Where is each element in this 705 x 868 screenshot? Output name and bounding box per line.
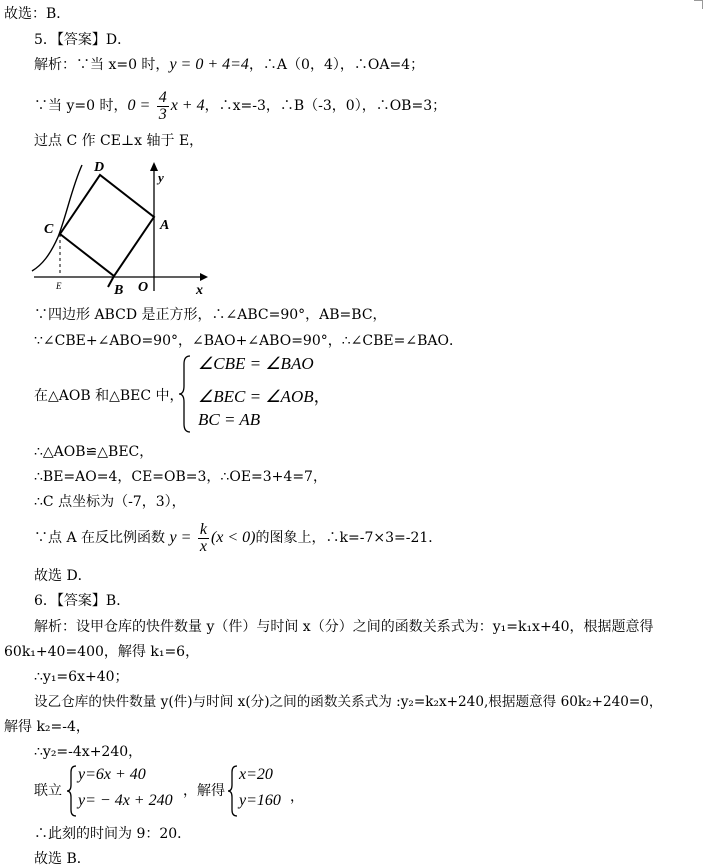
equation: y = 0 + 4=4 bbox=[169, 56, 249, 73]
y-axis-arrow bbox=[150, 162, 158, 171]
label-x: x bbox=[196, 283, 203, 298]
label-d: D bbox=[94, 160, 105, 175]
fraction-4-3 bbox=[157, 90, 169, 123]
label-c: C bbox=[44, 222, 54, 237]
solution-5-line-9: ∴C 点坐标为（-7，3）， bbox=[34, 494, 186, 510]
denominator: 3 bbox=[158, 105, 167, 123]
solution-6-line-7-label: 联立 bbox=[34, 783, 62, 799]
solution-5-line-8: ∴BE=AO=4，CE=OB=3，∴OE=3+4=7， bbox=[34, 469, 327, 485]
equation-1: y=6x + 40 bbox=[78, 766, 146, 783]
condition-2-text: ∠BEC = ∠AOB bbox=[198, 387, 314, 406]
solution-6-line-6: ∴y₂=-4x+240， bbox=[34, 744, 143, 760]
solution-6-line-8: ∴此刻的时间为 9：20． bbox=[34, 826, 192, 842]
denominator: x bbox=[199, 537, 207, 555]
hyperbola-curve bbox=[32, 165, 82, 271]
text: ∵当 y=0 时， bbox=[34, 98, 128, 114]
solution-5-line-3: 过点 C 作 CE⊥x 轴于 E， bbox=[34, 133, 204, 149]
solution-5-line-4: ∵四边形 ABCD 是正方形，∴∠ABC=90°，AB=BC， bbox=[34, 307, 387, 323]
question-6-answer: 6．【答案】B． bbox=[34, 593, 131, 609]
label-a: A bbox=[160, 218, 170, 233]
solution-5-line-1 bbox=[34, 56, 424, 74]
solution-5-line-7: ∴△AOB≌△BEC， bbox=[34, 444, 154, 460]
question-5-answer: 5．【答案】D． bbox=[34, 32, 132, 48]
x-axis-arrow bbox=[200, 273, 208, 281]
text: ，∴A（0，4），∴OA=4； bbox=[248, 57, 425, 73]
equation: y = bbox=[169, 529, 192, 546]
solution-6-line-7-end: ， bbox=[290, 789, 304, 805]
solution-5-conclusion: 故选 D． bbox=[34, 568, 92, 584]
solution-6-line-4: 设乙仓库的快件数量 y(件)与时间 x(分)之间的函数关系式为 :y₂=k₂x+240,根据题意得 60k₂+240=0， bbox=[34, 694, 663, 710]
condition-1: ∠CBE = ∠BAO bbox=[198, 354, 314, 373]
label-b: B bbox=[114, 283, 124, 298]
solution-6-line-5: 解得 k₂=-4， bbox=[4, 719, 90, 735]
solution-5-line-5: ∵∠CBE+∠ABO=90°，∠BAO+∠ABO=90°，∴∠CBE=∠BAO． bbox=[34, 333, 463, 349]
label-e: E bbox=[56, 281, 62, 291]
answer-line-4: 故选：B． bbox=[4, 6, 71, 22]
label-y: y bbox=[158, 170, 164, 185]
numerator: k bbox=[199, 520, 207, 538]
solution-5-line-2 bbox=[34, 88, 446, 124]
text: ∵点 A 在反比例函数 bbox=[34, 530, 166, 546]
solution-6-line-3: ∴y₁=6x+40； bbox=[34, 669, 129, 685]
equation: x + 4 bbox=[170, 97, 205, 114]
label-o: O bbox=[138, 280, 149, 295]
solution-6-line-7-mid: ，解得 bbox=[183, 783, 225, 799]
solution-6-line-1: 解析：设甲仓库的快件数量 y（件）与时间 x（分）之间的函数关系式为：y₁=k₁x+40，根据题意得 bbox=[34, 619, 654, 635]
solution-6-conclusion: 故选 B． bbox=[34, 851, 91, 867]
left-brace-icon bbox=[178, 354, 192, 434]
numerator: 4 bbox=[158, 88, 167, 106]
equation: (x < 0) bbox=[210, 529, 256, 546]
page-corner-mark bbox=[694, 0, 703, 9]
equation: 0 = bbox=[127, 97, 151, 114]
left-brace-icon bbox=[66, 764, 78, 818]
solution-5-line-6: 在△AOB 和△BEC 中， bbox=[34, 388, 184, 404]
condition-3: BC = AB bbox=[198, 410, 261, 429]
condition-2 bbox=[198, 382, 331, 407]
solution-x: x=20 bbox=[239, 766, 273, 783]
square-abcd bbox=[60, 175, 154, 276]
equation-2: y= − 4x + 240 bbox=[78, 792, 173, 809]
text: ，∴x=-3，∴B（-3，0），∴OB=3； bbox=[204, 98, 447, 114]
solution-y: y=160 bbox=[239, 792, 281, 809]
condition-2-comma: ， bbox=[313, 387, 331, 406]
text: 解析：∵当 x=0 时， bbox=[34, 57, 170, 73]
solution-6-line-2: 60k₁+40=400，解得 k₁=6， bbox=[4, 644, 200, 660]
fraction-k-x bbox=[198, 522, 209, 555]
square-figure bbox=[30, 157, 210, 299]
left-brace-icon bbox=[227, 764, 239, 818]
solution-5-line-10 bbox=[34, 520, 442, 556]
text: 的图象上，∴k=-7×3=-21． bbox=[255, 530, 443, 546]
